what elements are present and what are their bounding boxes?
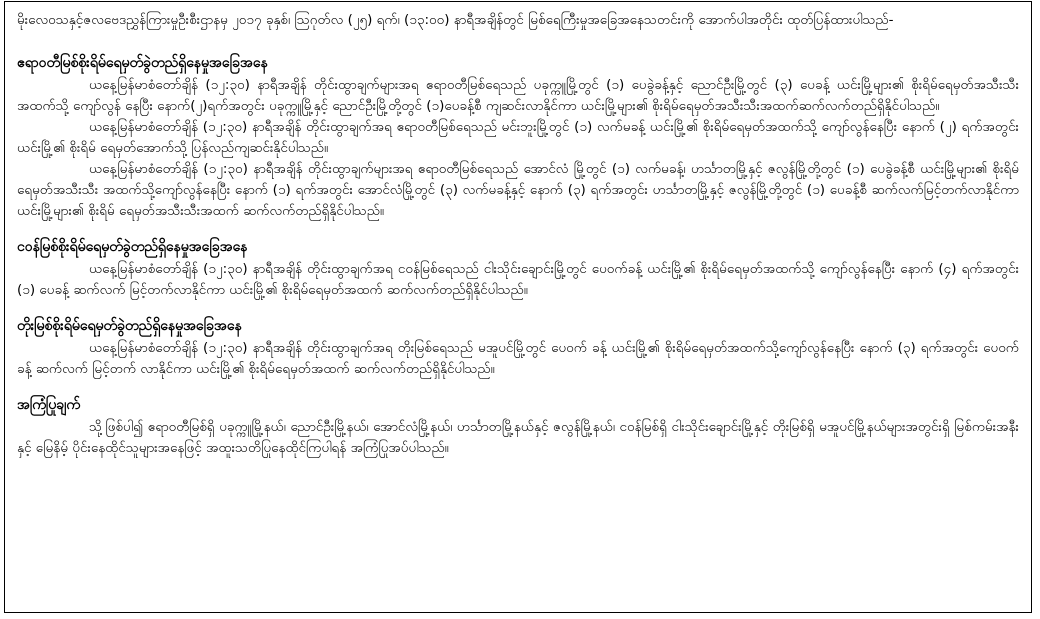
section-heading: အကြံပြုချက် bbox=[17, 397, 81, 413]
section-ayeyarwady bbox=[17, 53, 1019, 222]
section-heading: ငဝန်မြစ်စိုးရိမ်ရေမှတ်ခွဲတည်ရှိနေမှုအခြေအနေ bbox=[17, 239, 248, 255]
section-heading: တိုးမြစ်စိုးရိမ်ရေမှတ်ခွဲတည်ရှိနေမှုအခြေအနေ bbox=[17, 318, 242, 334]
paragraph: ယနေ့မြန်မာစံတော်ချိန် (၁၂:၃၀) နာရီအချိန် တိုင်းထွာချက်အရ တိုးမြစ်ရေသည် မအူပင်မြို့တွင် ပေဝက် ခန့် ယင်းမြို့၏ စိုးရိမ်ရေမှတ်အထက်သို့ကျော်လွန်နေပြီး နောက် (၃) ရက်အတွင်း ပေဝက်ခန့် ဆက်လက် မြင့်တက် လာနိုင်ကာ ယင်းမြို့၏ စိုးရိမ်ရေမှတ်အထက် ဆက်လက်တည်ရှိနိုင်ပါသည်။ bbox=[17, 340, 1019, 377]
section-ngawun bbox=[17, 237, 1019, 301]
section-advice bbox=[17, 395, 1019, 459]
paragraph: ယနေ့မြန်မာစံတော်ချိန် (၁၂:၃၀) နာရီအချိန် တိုင်းထွာချက်အရ ဧရာဝတီမြစ်ရေသည် မင်းဘူးမြို့တွင် (၁) လက်မခန့် ယင်းမြို့၏ စိုးရိမ်ရေမှတ်အထက်သို့ ကျော်လွန်နေပြီး နောက် (၂) ရက်အတွင်း ယင်းမြို့၏ စိုးရိမ် ရေမှတ်အောက်သို့ ပြန်လည်ကျဆင်းနိုင်ပါသည်။ bbox=[17, 119, 1019, 156]
paragraph: ယနေ့မြန်မာစံတော်ချိန် (၁၂:၃၀) နာရီအချိန် တိုင်းထွာချက်များအရ ဧရာဝတီမြစ်ရေသည် အောင်လံ မြို့တွင် (၁) လက်မခန့်၊ ဟင်္သာတမြို့နှင့် ဇလွန်မြို့တို့တွင် (၁) ပေခွဲခန့်စီ ယင်းမြို့များ၏ စိုးရိမ်ရေမှတ်အသီးသီး အထက်သို့ကျော်လွန်နေပြီး နောက် (၁) ရက်အတွင်း အောင်လံမြို့တွင် (၃) လက်မခန့်နှင့် နောက် (၃) ရက်အတွင်း ဟင်္သာတမြို့နှင့် ဇလွန်မြို့တို့တွင် (၁) ပေခန့်စီ ဆက်လက်မြင့်တက်လာနိုင်ကာ ယင်းမြို့များ၏ စိုးရိမ် ရေမှတ်အသီးသီးအထက် ဆက်လက်တည်ရှိနိုင်ပါသည်။ bbox=[17, 161, 1019, 219]
paragraph: သို့ဖြစ်ပါ၍ ဧရာဝတီမြစ်ရှိ ပခုက္ကူမြို့နယ်၊ ညောင်ဦးမြို့နယ်၊ အောင်လံမြို့နယ်၊ ဟင်္သာတမြို့နယ်နှင့် ဇလွန်မြို့နယ်၊ ငဝန်မြစ်ရှိ ငါးသိုင်းချောင်းမြို့နှင့် တိုးမြစ်ရှိ မအူပင်မြို့နယ်များအတွင်းရှိ မြစ်ကမ်းအနီးနှင့် မြေနိမ့် ပိုင်းနေထိုင်သူများအနေဖြင့် အထူးသတိပြုနေထိုင်ကြပါရန် အကြံပြုအပ်ပါသည်။ bbox=[17, 419, 1019, 456]
bulletin-frame bbox=[4, 1, 1032, 613]
section-heading: ဧရာဝတီမြစ်စိုးရိမ်ရေမှတ်ခွဲတည်ရှိနေမှုအခြေအနေ bbox=[17, 55, 268, 71]
section-toe bbox=[17, 316, 1019, 380]
intro-text: မိုးလေဝသနှင့်ဇလဗေဒညွှန်ကြားမှုဦးစီးဌာနမှ ၂၀၁၇ ခုနှစ်၊ ဩဂုတ်လ (၂၅) ရက်၊ (၁၃:၀၀) နာရီအချိန်တွင် မြစ်ရေကြီးမှုအခြေအနေသတင်းကို အောက်ပါအတိုင်း ထုတ်ပြန်ထားပါသည်- bbox=[17, 12, 894, 28]
paragraph: ယနေ့မြန်မာစံတော်ချိန် (၁၂:၃၀) နာရီအချိန် တိုင်းထွာချက်များအရ ဧရာဝတီမြစ်ရေသည် ပခုက္ကူမြို့တွင် (၁) ပေခွဲခန့်နှင့် ညောင်ဦးမြို့တွင် (၃) ပေခန့် ယင်းမြို့များ၏ စိုးရိမ်ရေမှတ်အသီးသီးအထက်သို့ ကျော်လွန် နေပြီး နောက်(၂)ရက်အတွင်း ပခုက္ကူမြို့နှင့် ညောင်ဦးမြို့တို့တွင် (၁)ပေခန့်စီ ကျဆင်းလာနိုင်ကာ ယင်းမြို့များ၏ စိုးရိမ်ရေမှတ်အသီးသီးအထက်ဆက်လက်တည်ရှိနိုင်ပါသည်။ bbox=[17, 77, 1019, 114]
paragraph: ယနေ့မြန်မာစံတော်ချိန် (၁၂:၃၀) နာရီအချိန် တိုင်းထွာချက်အရ ငဝန်မြစ်ရေသည် ငါးသိုင်းချောင်းမြို့တွင် ပေဝက်ခန့် ယင်းမြို့၏ စိုးရိမ်ရေမှတ်အထက်သို့ ကျော်လွန်နေပြီး နောက် (၄) ရက်အတွင်း (၁) ပေခန့် ဆက်လက် မြင့်တက်လာနိုင်ကာ ယင်းမြို့၏ စိုးရိမ်ရေမှတ်အထက် ဆက်လက်တည်ရှိနိုင်ပါသည်။ bbox=[17, 261, 1019, 298]
